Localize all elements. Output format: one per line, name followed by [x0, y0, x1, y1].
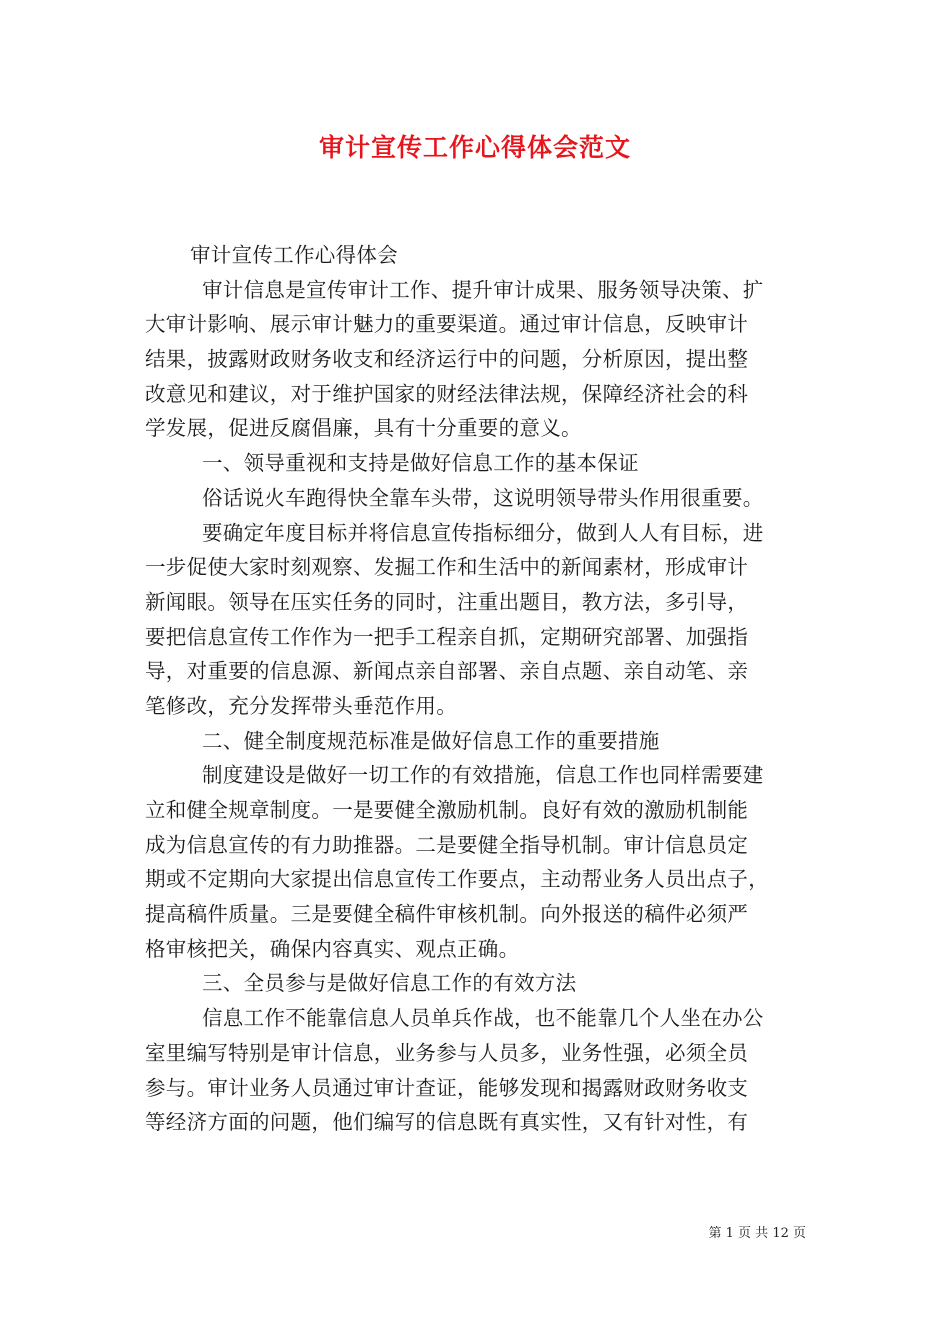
text-line: 信息工作不能靠信息人员单兵作战，也不能靠几个人坐在办公 [202, 1006, 764, 1031]
text-line: 一、领导重视和支持是做好信息工作的基本保证 [202, 451, 639, 476]
text-line: 格审核把关，确保内容真实、观点正确。 [145, 936, 520, 961]
text-line: 提高稿件质量。三是要健全稿件审核机制。向外报送的稿件必须严 [145, 902, 749, 927]
text-line: 学发展，促进反腐倡廉，具有十分重要的意义。 [145, 416, 582, 441]
text-line: 等经济方面的问题，他们编写的信息既有真实性，又有针对性，有 [145, 1110, 749, 1135]
text-line: 新闻眼。领导在压实任务的同时，注重出题目，教方法，多引导， [145, 589, 749, 614]
text-line: 笔修改，充分发挥带头垂范作用。 [145, 693, 457, 718]
text-line: 三、全员参与是做好信息工作的有效方法 [202, 971, 577, 996]
text-line: 审计信息是宣传审计工作、提升审计成果、服务领导决策、扩 [202, 277, 764, 302]
text-line: 要确定年度目标并将信息宣传指标细分，做到人人有目标，进 [202, 520, 764, 545]
text-line: 结果，披露财政财务收支和经济运行中的问题，分析原因，提出整 [145, 347, 749, 372]
text-line: 期或不定期向大家提出信息宣传工作要点，主动帮业务人员出点子， [145, 867, 769, 892]
paragraph-lines [145, 273, 810, 1140]
text-line: 一步促使大家时刻观察、发掘工作和生活中的新闻素材，形成审计 [145, 555, 749, 580]
text-line: 立和健全规章制度。一是要健全激励机制。良好有效的激励机制能 [145, 798, 749, 822]
page-number: 第 1 页 共 12 页 [708, 1226, 806, 1241]
text-line: 参与。审计业务人员通过审计查证，能够发现和揭露财政财务收支 [145, 1075, 749, 1100]
text-line: 俗话说火车跑得快全靠车头带，这说明领导带头作用很重要。 [202, 485, 764, 510]
document-body [145, 238, 810, 1140]
text-line: 制度建设是做好一切工作的有效措施，信息工作也同样需要建 [202, 763, 764, 788]
text-line: 室里编写特别是审计信息，业务参与人员多，业务性强，必须全员 [145, 1040, 749, 1065]
text-line: 成为信息宣传的有力助推器。二是要健全指导机制。审计信息员定 [145, 832, 749, 857]
document-title: 审计宣传工作心得体会范文 [318, 133, 631, 162]
section-subtitle: 审计宣传工作心得体会 [190, 243, 398, 267]
text-line: 改意见和建议，对于维护国家的财经法律法规，保障经济社会的科 [145, 381, 749, 406]
text-line: 大审计影响、展示审计魅力的重要渠道。通过审计信息，反映审计 [145, 312, 749, 337]
text-line: 二、健全制度规范标准是做好信息工作的重要措施 [202, 728, 660, 753]
text-line: 要把信息宣传工作作为一把手工程亲自抓，定期研究部署、加强指 [145, 624, 749, 649]
text-line: 导，对重要的信息源、新闻点亲自部署、亲自点题、亲自动笔、亲 [145, 659, 749, 684]
